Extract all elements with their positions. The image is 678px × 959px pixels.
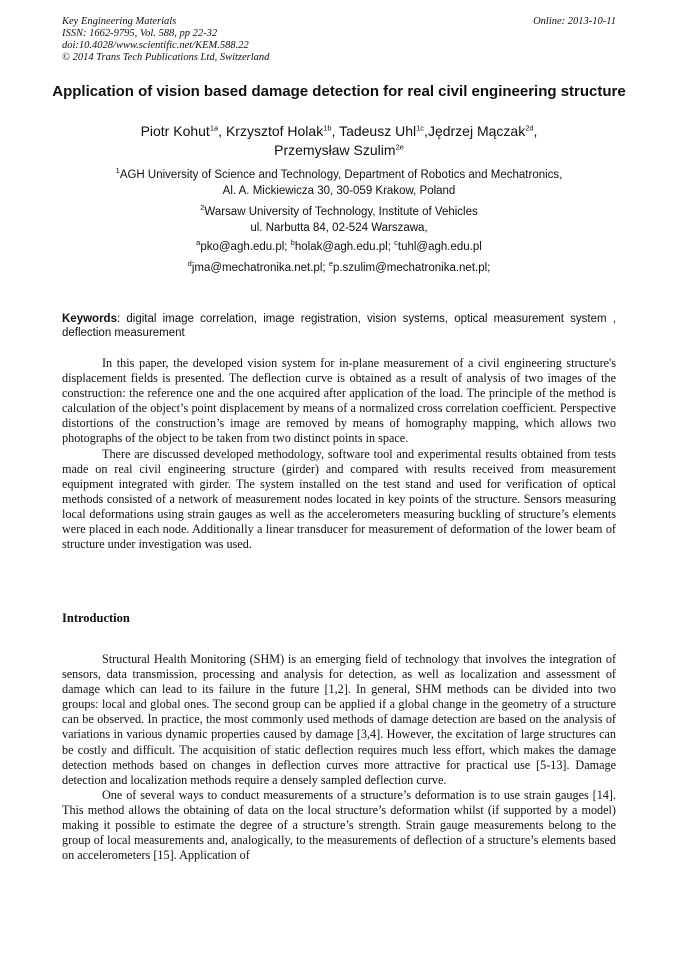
author-sup: 1b: [323, 123, 332, 133]
email-line-1: [50, 239, 628, 255]
author-sep: ,: [533, 123, 538, 139]
author-list: [50, 122, 628, 160]
journal-header: [62, 16, 616, 64]
author-sep: ,: [218, 123, 226, 139]
email-link[interactable]: p.szulim@mechatronika.net.pl;: [332, 262, 491, 274]
aff-line: AGH University of Science and Technology, Department of Robotics and Mechatronics,: [119, 169, 563, 181]
author-name: Tadeusz Uhl: [339, 123, 417, 139]
author-sep: ,: [331, 123, 340, 139]
author-sup: 1c: [416, 123, 425, 133]
keywords-text: : digital image correlation, image registration, vision systems, optical measurement system , deflection measurement: [62, 313, 616, 339]
email-sup: d: [187, 259, 192, 269]
email-link[interactable]: pko@agh.edu.pl;: [200, 241, 291, 253]
abstract-paragraph: There are discussed developed methodology, software tool and experimental results obtained from tests made on real civil engineering structure (girder) and compared with results received from measurement equipment integrated with girder. The system installed on the test stand and used for verification of optical methods consisted of a network of measurement nodes located in key points of the structure. Sensors measuring local deformations using strain gauges as well as the accelerometers measuring buckling of structure’s elements were placed in each node. Additionally a linear transducer for measurement of deformation of the lower beam of structure under investigation was used.: [62, 446, 616, 552]
paper-title: Application of vision based damage detection for real civil engineering structure: [52, 83, 626, 100]
email-link[interactable]: jma@mechatronika.net.pl;: [191, 262, 329, 274]
email-link[interactable]: holak@agh.edu.pl;: [294, 241, 395, 253]
author-name: Piotr Kohut: [140, 123, 210, 139]
online-date: Online: 2013-10-11: [533, 16, 616, 27]
aff-sup: 2: [200, 203, 205, 213]
email-sup: e: [328, 259, 333, 269]
abstract-paragraph: In this paper, the developed vision system for in-plane measurement of a civil engineering structure's displacement fields is presented. The deflection curve is obtained as a result of analysis of two images of the construction: the reference one and the one acquired after application of the load. The principle of the method is calculation of the object’s point displacement by means of a normalized cross correlation coefficient. Perspective distortions of the construction’s image are removed by means of homography mapping, which allows two photographs of the object to be taken from two distinct points in space.: [62, 356, 616, 446]
author-name: Krzysztof Holak: [225, 123, 324, 139]
affiliation-1: [50, 167, 628, 199]
copyright: © 2014 Trans Tech Publications Ltd, Switzerland: [62, 52, 270, 63]
issn: ISSN: 1662-9795, Vol. 588, pp 22-32: [62, 28, 218, 39]
introduction-body: [62, 652, 616, 863]
keywords: [62, 312, 616, 340]
keywords-label: Keywords: [62, 313, 117, 325]
aff-line: ul. Narbutta 84, 02-524 Warszawa,: [250, 222, 428, 234]
journal-name: Key Engineering Materials: [62, 16, 177, 27]
email-line-2: [50, 260, 628, 276]
body-paragraph: Structural Health Monitoring (SHM) is an emerging field of technology that involves the integration of sensors, data transmission, processing and analysis for detection, as well as localization and assessment of damage which can lead to its failure in the future [1,2]. In general, SHM methods can be divided into two groups: local and global ones. The second group can be applied if a global change in the geometry of a structure can be observed. In practice, the most commonly used methods of damage detection are based on the analysis of variations in various dynamic properties caused by damage [3,4]. However, the excitation of large structures can be costly and difficult. The acquisition of static deflection requires much less effort, which makes the damage detection methods based on changes in deflection curves more attractive for practical use [5-13]. Damage detection and localization methods require a densely sampled deflection curve.: [62, 652, 616, 787]
author-sup: 2e: [395, 142, 404, 152]
abstract: [62, 356, 616, 552]
section-heading: Introduction: [62, 611, 130, 625]
email-sup: b: [290, 238, 295, 248]
affiliation-2: [50, 204, 628, 236]
doi: doi:10.4028/www.scientific.net/KEM.588.22: [62, 40, 249, 51]
author-name: Przemysław Szulim: [274, 142, 396, 158]
email-sup: c: [394, 238, 398, 248]
email-link[interactable]: tuhl@agh.edu.pl: [397, 241, 482, 253]
author-sup: 2d: [525, 123, 534, 133]
email-sup: a: [196, 238, 201, 248]
aff-line: Al. A. Mickiewicza 30, 30-059 Krakow, Poland: [222, 185, 456, 197]
aff-line: Warsaw University of Technology, Institute of Vehicles: [204, 206, 478, 218]
body-paragraph: One of several ways to conduct measurements of a structure’s deformation is to use strain gauges [14]. This method allows the obtaining of data on the local structure’s deformation whilst (if supported by a model) making it possible to estimate the degree of a structure’s strength. Strain gauge measurements belong to the group of local measurements and, analogically, to the measurements of deflection of a structure’s elements based on accelerometers [15]. Application of: [62, 787, 616, 863]
author-sup: 1a: [209, 123, 219, 133]
author-name: Jędrzej Mączak: [427, 123, 526, 139]
aff-sup: 1: [115, 166, 120, 176]
author-sep: ,: [424, 123, 428, 139]
